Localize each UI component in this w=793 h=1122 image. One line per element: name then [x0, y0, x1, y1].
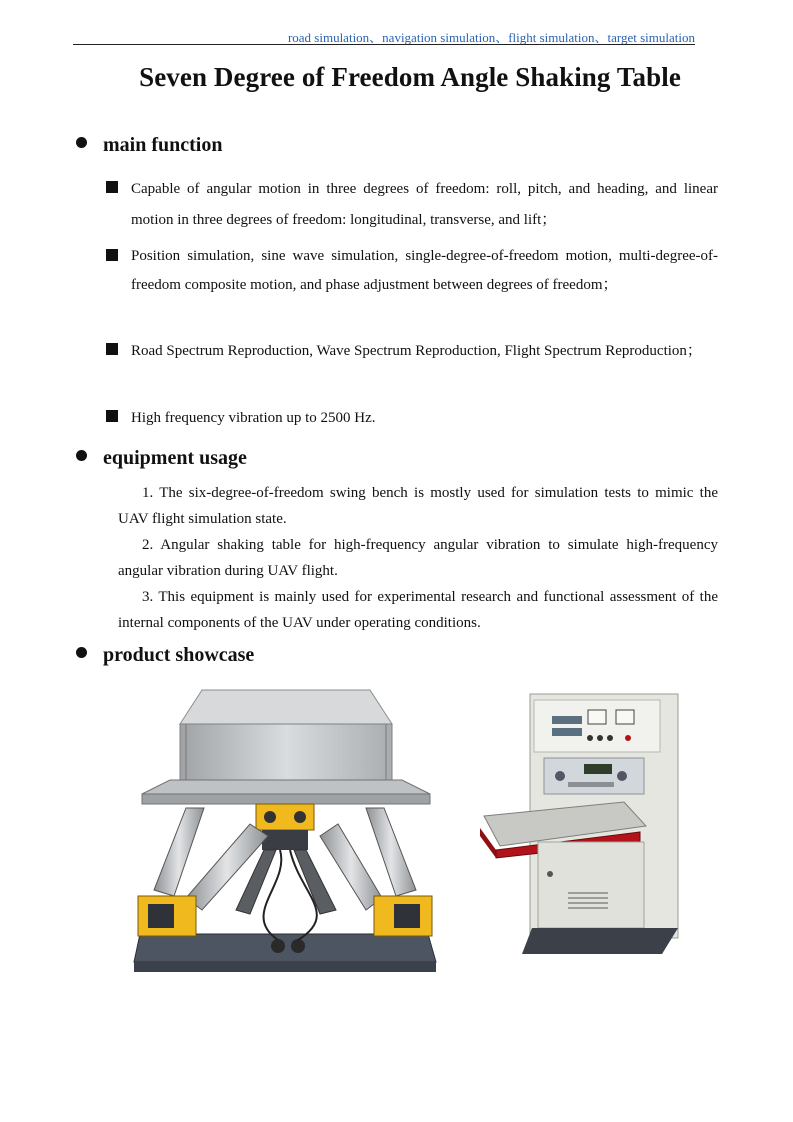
section-heading: main function: [103, 134, 223, 156]
list-item: [106, 174, 718, 236]
bullet-dot-icon: [76, 647, 87, 658]
usage-paragraph: 2. Angular shaking table for high-frequency angular vibration to simulate high-frequency angular vibration during UAV flight.: [118, 537, 718, 579]
page-title: Seven Degree of Freedom Angle Shaking Table: [139, 62, 681, 92]
list-item-text: Position simulation, sine wave simulation, single-degree-of-freedom motion, multi-degree-of-freedom composite motion, and phase adjustment between degrees of freedom；: [131, 248, 718, 293]
header-rule: [73, 44, 695, 45]
control-cabinet-photo: [472, 692, 682, 958]
square-bullet-icon: [106, 343, 118, 355]
list-item-text: High frequency vibration up to 2500 Hz.: [131, 410, 376, 426]
bullet-dot-icon: [76, 137, 87, 148]
section-equipment-usage: [76, 447, 247, 470]
list-item: [106, 336, 718, 367]
square-bullet-icon: [106, 181, 118, 193]
list-item-text: Road Spectrum Reproduction, Wave Spectrum Reproduction, Flight Spectrum Reproduction；: [131, 343, 702, 359]
section-heading: equipment usage: [103, 447, 247, 469]
usage-paragraph: 3. This equipment is mainly used for experimental research and functional assessment of the internal components of the UAV under operating conditions.: [118, 589, 718, 631]
bullet-dot-icon: [76, 450, 87, 461]
shaking-table-photo: [130, 684, 438, 982]
section-heading: product showcase: [103, 644, 255, 666]
section-main-function: [76, 134, 222, 157]
usage-paragraph: 1. The six-degree-of-freedom swing bench is mostly used for simulation tests to mimic the UAV flight simulation state.: [118, 485, 718, 527]
square-bullet-icon: [106, 410, 118, 422]
header-text: road simulation、navigation simulation、flight simulation、target simulation: [287, 30, 695, 45]
list-item: [106, 403, 718, 434]
section-product-showcase: [76, 644, 254, 667]
list-item: [106, 242, 718, 300]
list-item-text: Capable of angular motion in three degrees of freedom: roll, pitch, and heading, and linear motion in three degrees of freedom: longitudinal, transverse, and lift；: [131, 181, 718, 228]
square-bullet-icon: [106, 249, 118, 261]
